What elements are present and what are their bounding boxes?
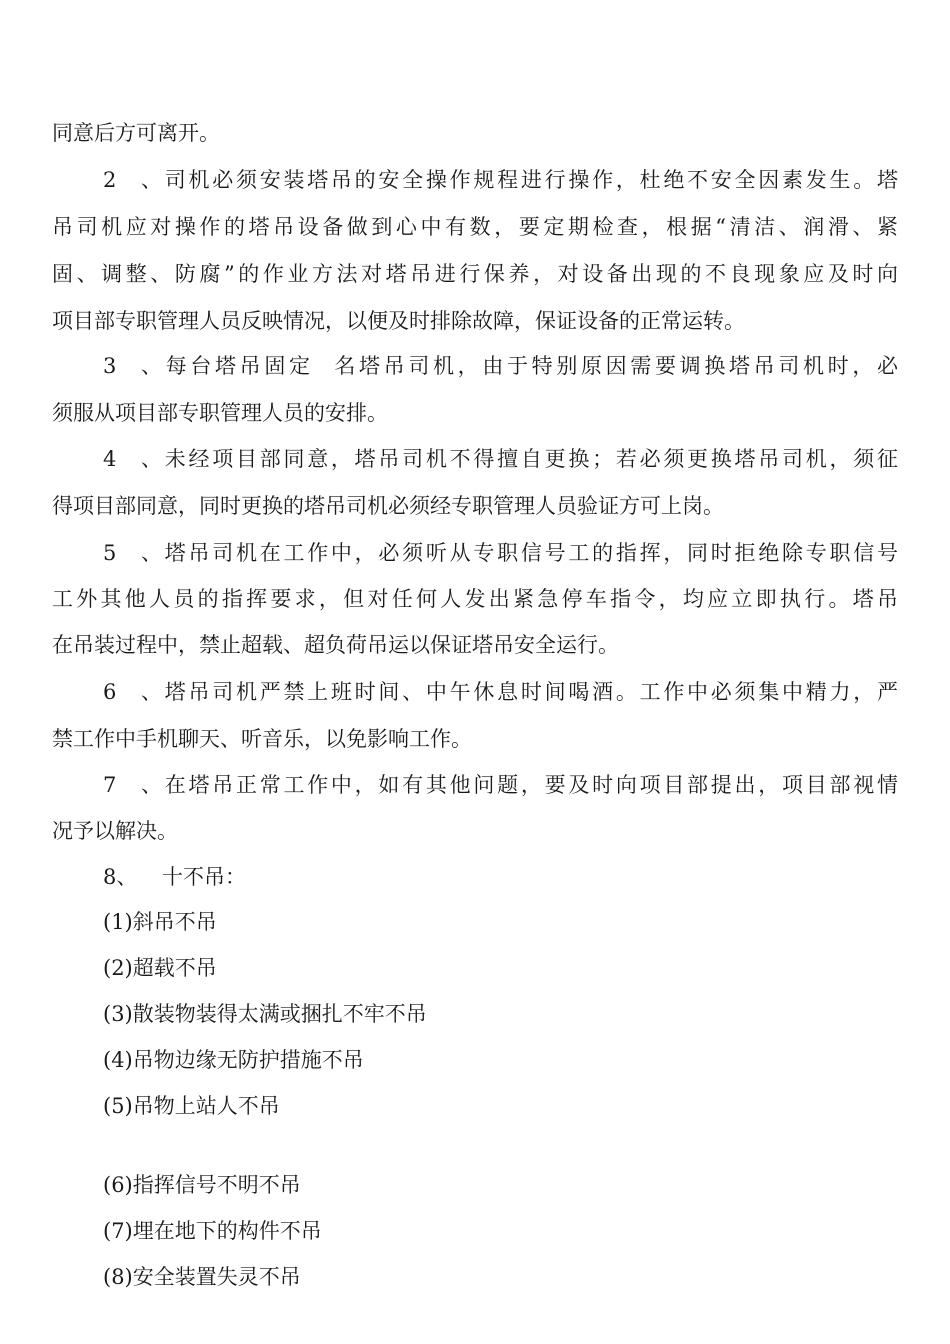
item-4-line-1: 未经项目部同意，塔吊司机不得擅自更换；若必须更换塔吊司机，须征 [162, 447, 898, 471]
rule-3: (3)散装物装得太满或捆扎不牢不吊 [103, 1002, 427, 1026]
item-2-number: 2、 [103, 168, 162, 192]
item-5-line-1: 塔吊司机在工作中，必须听从专职信号工的指挥，同时拒绝除专职信号 [162, 541, 898, 565]
item-5-number: 5、 [103, 541, 162, 565]
item-6-first-line [103, 677, 898, 707]
item-7-line-2: 况予以解决。 [52, 819, 178, 843]
rule-2: (2)超载不吊 [103, 956, 217, 980]
item-2-line-2: 吊司机应对操作的塔吊设备做到心中有数，要定期检查，根据“清洁、润滑、紧 [52, 215, 898, 239]
rule-6: (6)指挥信号不明不吊 [103, 1173, 301, 1197]
item-7-number: 7、 [103, 773, 162, 797]
rule-5: (5)吊物上站人不吊 [103, 1094, 280, 1118]
item-4-number: 4、 [103, 447, 162, 471]
item-5-line-2: 工外其他人员的指挥要求，但对任何人发出紧急停车指令，均应立即执行。塔吊 [52, 587, 898, 611]
item-2-line-3: 固、调整、防腐”的作业方法对塔吊进行保养，对设备出现的不良现象应及时向 [52, 262, 898, 286]
item-5-first-line [103, 538, 898, 568]
item-8-first-line [103, 862, 898, 892]
continuation-line: 同意后方可离开。 [52, 121, 220, 145]
item-5-line-3: 在吊装过程中，禁止超载、超负荷吊运以保证塔吊安全运行。 [52, 633, 619, 657]
item-3-number: 3、 [103, 354, 162, 378]
item-6-line-2: 禁工作中手机聊天、听音乐，以免影响工作。 [52, 727, 472, 751]
item-3-line-1: 每台塔吊固定 名塔吊司机，由于特别原因需要调换塔吊司机时，必 [162, 354, 898, 378]
item-6-line-1: 塔吊司机严禁上班时间、中午休息时间喝酒。工作中必须集中精力，严 [162, 680, 898, 704]
rule-7: (7)埋在地下的构件不吊 [103, 1219, 322, 1243]
item-2-line-1: 司机必须安装塔吊的安全操作规程进行操作，杜绝不安全因素发生。塔 [162, 168, 898, 192]
item-6-number: 6、 [103, 680, 162, 704]
item-8-number: 8、 [103, 865, 138, 889]
item-4-first-line [103, 444, 898, 474]
rule-1: (1)斜吊不吊 [103, 910, 217, 934]
item-8-line-1: 十不吊： [162, 865, 246, 889]
item-3-first-line [103, 351, 898, 381]
item-2-first-line [103, 165, 898, 195]
item-3-line-2: 须服从项目部专职管理人员的安排。 [52, 401, 388, 425]
item-2-line-4: 项目部专职管理人员反映情况，以便及时排除故障，保证设备的正常运转。 [52, 309, 745, 333]
rule-8: (8)安全装置失灵不吊 [103, 1265, 301, 1289]
item-4-line-2: 得项目部同意，同时更换的塔吊司机必须经专职管理人员验证方可上岗。 [52, 494, 724, 518]
item-7-first-line [103, 770, 898, 800]
item-7-line-1: 在塔吊正常工作中，如有其他问题，要及时向项目部提出，项目部视情 [162, 773, 898, 797]
rule-4: (4)吊物边缘无防护措施不吊 [103, 1048, 364, 1072]
